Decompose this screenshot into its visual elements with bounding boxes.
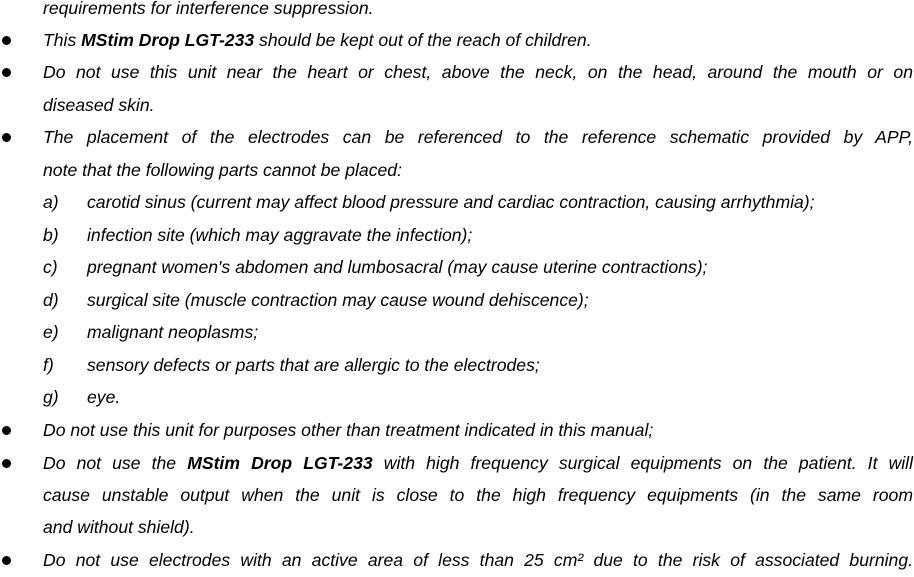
sub-item-letter: e) [43, 322, 59, 342]
list-item-hf-line3: and without shield). [43, 517, 195, 537]
bullet-icon [2, 426, 11, 435]
list-item-heart-line2: diseased skin. [43, 95, 155, 115]
text-segment: should be kept out of the reach of children. [254, 30, 592, 50]
bullet-icon [2, 459, 11, 468]
list-item-hf-line1 [43, 447, 913, 480]
sub-item-letter: d) [43, 290, 59, 310]
product-name: MStim Drop LGT-233 [81, 30, 255, 50]
sub-item-text: malignant neoplasms; [87, 322, 259, 342]
text-line-interference: requirements for interference suppression. [43, 0, 374, 18]
list-item-placement-line1: The placement of the electrodes can be referenced to the reference schematic provided by APP, [43, 127, 913, 147]
text-segment: Do not use the [43, 453, 188, 473]
text-segment: This [43, 30, 82, 50]
bullet-icon [2, 556, 11, 565]
sub-item-letter: f) [43, 355, 54, 375]
text-segment: with high frequency surgical equipments on the patient. It will [372, 453, 913, 473]
sub-item-letter: g) [43, 387, 59, 407]
sub-item-letter: b) [43, 225, 59, 245]
list-item-electrodes: Do not use electrodes with an active area of less than 25 cm² due to the risk of associated burning. [43, 550, 913, 570]
sub-item-text: surgical site (muscle contraction may cause wound dehiscence); [87, 290, 589, 310]
sub-item-letter: c) [43, 257, 58, 277]
sub-item-text: carotid sinus (current may affect blood pressure and cardiac contraction, causing arrhythmia); [87, 192, 815, 212]
list-item-children [43, 24, 913, 57]
bullet-icon [2, 133, 11, 142]
bullet-icon [2, 36, 11, 45]
list-item-hf-line2: cause unstable output when the unit is close to the high frequency equipments (in the same room [43, 485, 913, 505]
list-item-placement-line2: note that the following parts cannot be placed: [43, 160, 402, 180]
sub-item-letter: a) [43, 192, 59, 212]
bullet-icon [2, 68, 11, 77]
product-name: MStim Drop LGT-233 [187, 453, 373, 473]
sub-item-text: infection site (which may aggravate the infection); [87, 225, 473, 245]
list-item-heart-line1: Do not use this unit near the heart or chest, above the neck, on the head, around the mouth or on [43, 62, 913, 82]
sub-item-text: eye. [87, 387, 121, 407]
sub-item-text: sensory defects or parts that are allergic to the electrodes; [87, 355, 540, 375]
list-item-purposes: Do not use this unit for purposes other than treatment indicated in this manual; [43, 420, 654, 440]
sub-item-text: pregnant women's abdomen and lumbosacral (may cause uterine contractions); [87, 257, 708, 277]
